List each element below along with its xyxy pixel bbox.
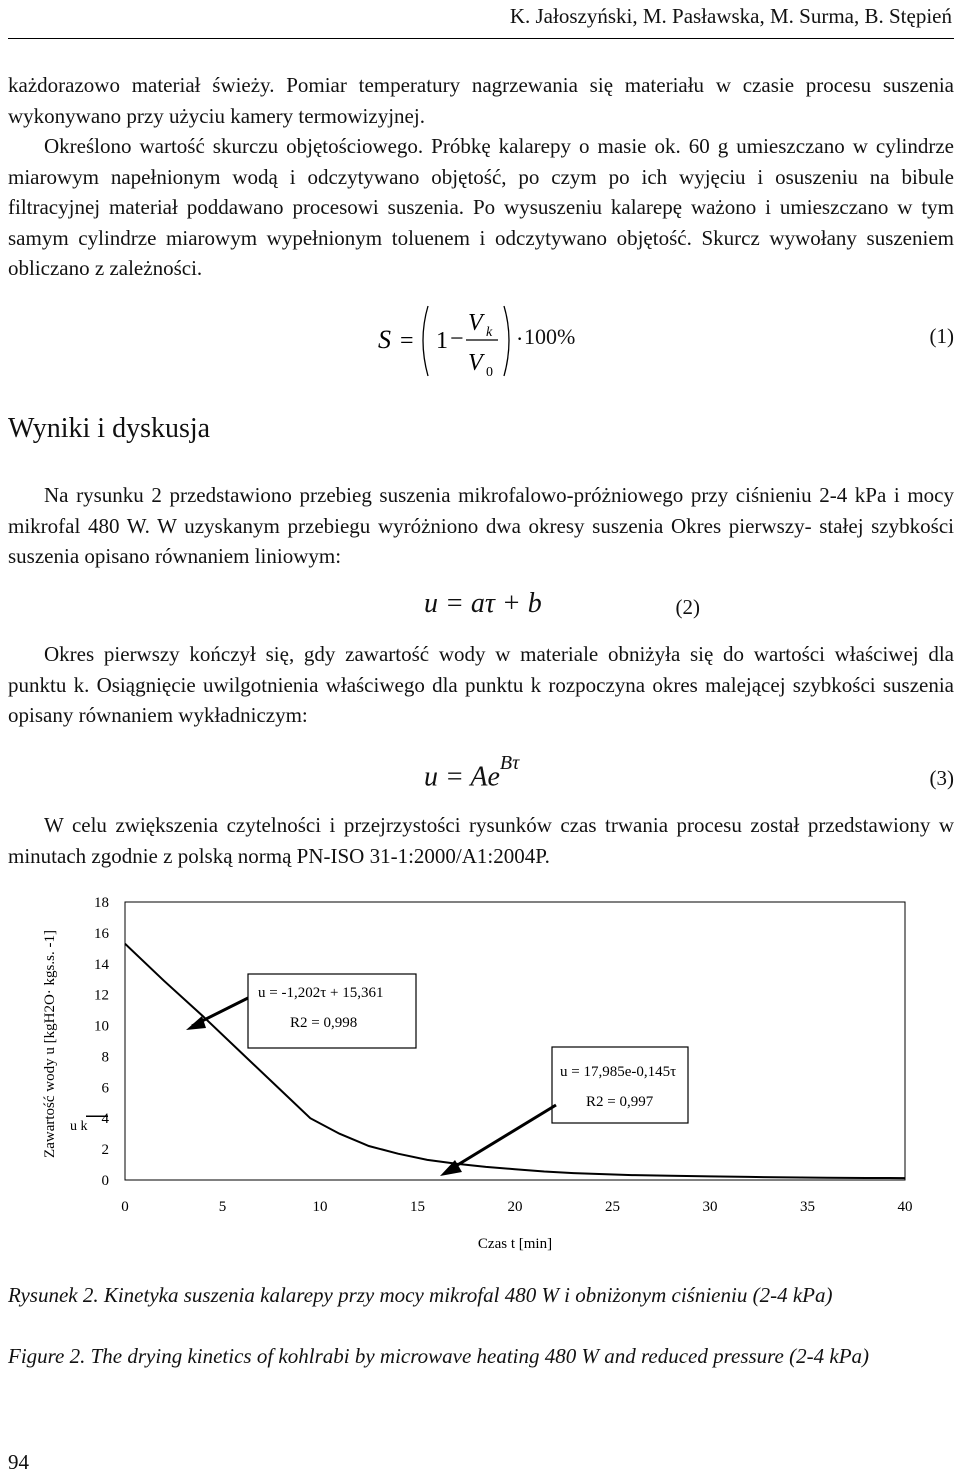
annotation-linear	[248, 974, 416, 1048]
section-heading: Wyniki i dyskusja	[8, 413, 211, 444]
eq1-numerator: V	[468, 310, 483, 336]
chart-svg	[0, 880, 960, 1280]
y-tick-label: 4	[101, 1111, 109, 1128]
x-tick-label: 10	[312, 1199, 328, 1215]
drying-kinetics-chart	[0, 880, 960, 1280]
caption-english: Figure 2. The drying kinetics of kohlrabi by microwave heating 480 W and reduced pressure (2-4 kPa)	[8, 1344, 870, 1368]
y-tick-label: 16	[94, 925, 109, 942]
eq1-numerator-sub: k	[486, 325, 493, 340]
eq1-number: (1)	[929, 324, 954, 348]
equation-1-graphic	[376, 298, 526, 384]
annotation-exp-eq: u = 17,985e-0,145τ	[560, 1064, 677, 1080]
paragraph-intro: każdorazowo materiał świeży. Pomiar temperatury nagrzewania się materiału w czasie procesu suszenia wykonywano przy użyciu kamery termowizyjnej.	[8, 73, 954, 128]
eq1-one: 1	[436, 328, 448, 354]
paragraph-results: Na rysunku 2 przedstawiono przebieg suszenia mikrofalowo-próżniowego przy ciśnieniu 2-4 kPa i mocy mikrofal 480 W. W uzyskanym przebiegu wyróżniono dwa okresy suszenia Okres pierwszy- stałej szybkości suszenia opisano równaniem liniowym:	[8, 483, 954, 568]
eq1-lhs: S	[378, 325, 391, 354]
annotation-linear-r2: R2 = 0,998	[290, 1015, 358, 1031]
y-tick-label: 10	[94, 1018, 109, 1035]
chart-ticks	[94, 895, 913, 1215]
equation-2: u = aτ + b	[424, 588, 542, 619]
paragraph-units: W celu zwiększenia czytelności i przejrzystości rysunków czas trwania procesu został przedstawiony w minutach zgodnie z polską normą PN-ISO 31-1:2000/A1:2004P.	[8, 813, 954, 868]
uk-label: u k	[70, 1119, 88, 1135]
annotation-exp	[552, 1047, 688, 1123]
eq1-denominator: V	[468, 350, 483, 376]
eq3-exponent: Bτ	[499, 752, 520, 774]
eq2-number: (2)	[675, 595, 700, 619]
eq1-right-paren	[504, 306, 509, 376]
x-tick-label: 0	[121, 1199, 129, 1215]
paragraph-period: Okres pierwszy kończył się, gdy zawartość wody w materiale obniżyła się do wartości właściwej dla punktu k. Osiągnięcie uwilgotnienia właściwego dla punktu k rozpoczyna okres malejącej szybkości suszenia opisany równaniem wykładniczym:	[8, 642, 954, 727]
x-tick-label: 25	[605, 1199, 620, 1215]
series-line	[125, 944, 905, 1178]
annotation-exp-box	[552, 1047, 688, 1123]
chart-axes	[125, 902, 905, 1180]
eq1-dot: ·	[516, 326, 524, 351]
y-tick-label: 14	[94, 956, 109, 973]
y-tick-label: 2	[101, 1142, 109, 1159]
annotation-exp-r2: R2 = 0,997	[586, 1094, 654, 1110]
y-tick-label: 8	[101, 1049, 109, 1066]
x-tick-label: 15	[410, 1199, 425, 1215]
plot-frame	[125, 902, 905, 1180]
header-rule	[8, 38, 954, 39]
eq1-equals: =	[400, 328, 414, 354]
arrow-linear-head	[186, 1016, 206, 1030]
equation-1	[376, 298, 526, 384]
eq1-denominator-sub: 0	[486, 365, 493, 380]
x-tick-label: 30	[702, 1199, 718, 1215]
eq1-rhs: 100%	[524, 324, 576, 349]
paragraph-shrinkage: Określono wartość skurczu objętościowego. Próbkę kalarepy o masie ok. 60 g umieszczano w cylindrze miarowym napełnionym wodą i odczytywano objętość, po czym po ich wyjęciu i osuszeniu na bibule filtracyjnej materiał poddawano procesowi suszenia. Po wysuszeniu kalarepę ważono i umieszczano w tym samym cylindrze miarowym wypełnionym toluenem i odczytywano objętość. Skurcz wywołany suszeniem obliczano z zależności.	[8, 134, 954, 280]
eq3-base: u = Ae	[424, 761, 500, 793]
eq1-minus: −	[450, 326, 464, 352]
y-tick-label: 6	[101, 1080, 109, 1097]
y-axis-label: Zawartość wody u [kgH2O· kgs.s. -1]	[42, 930, 58, 1158]
page-number: 94	[8, 1450, 29, 1474]
arrow-exp-shaft	[446, 1105, 556, 1172]
x-axis-label: Czas t [min]	[477, 1236, 553, 1252]
eq1-left-paren	[423, 306, 428, 376]
y-tick-label: 12	[94, 987, 109, 1004]
x-tick-label: 20	[507, 1199, 523, 1215]
eq3-number: (3)	[929, 766, 954, 790]
caption-polish: Rysunek 2. Kinetyka suszenia kalarepy przy mocy mikrofal 480 W i obniżonym ciśnieniu (2-4 kPa)	[8, 1283, 833, 1307]
x-tick-label: 5	[218, 1199, 227, 1215]
equation-3	[424, 752, 520, 793]
annotation-linear-eq: u = -1,202τ + 15,361	[258, 985, 384, 1001]
running-head: K. Jałoszyński, M. Pasławska, M. Surma, B. Stępień	[509, 4, 952, 28]
x-tick-label: 40	[897, 1199, 913, 1215]
x-tick-label: 35	[800, 1199, 815, 1215]
y-tick-label: 0	[101, 1173, 109, 1189]
y-tick-label: 18	[94, 895, 109, 911]
